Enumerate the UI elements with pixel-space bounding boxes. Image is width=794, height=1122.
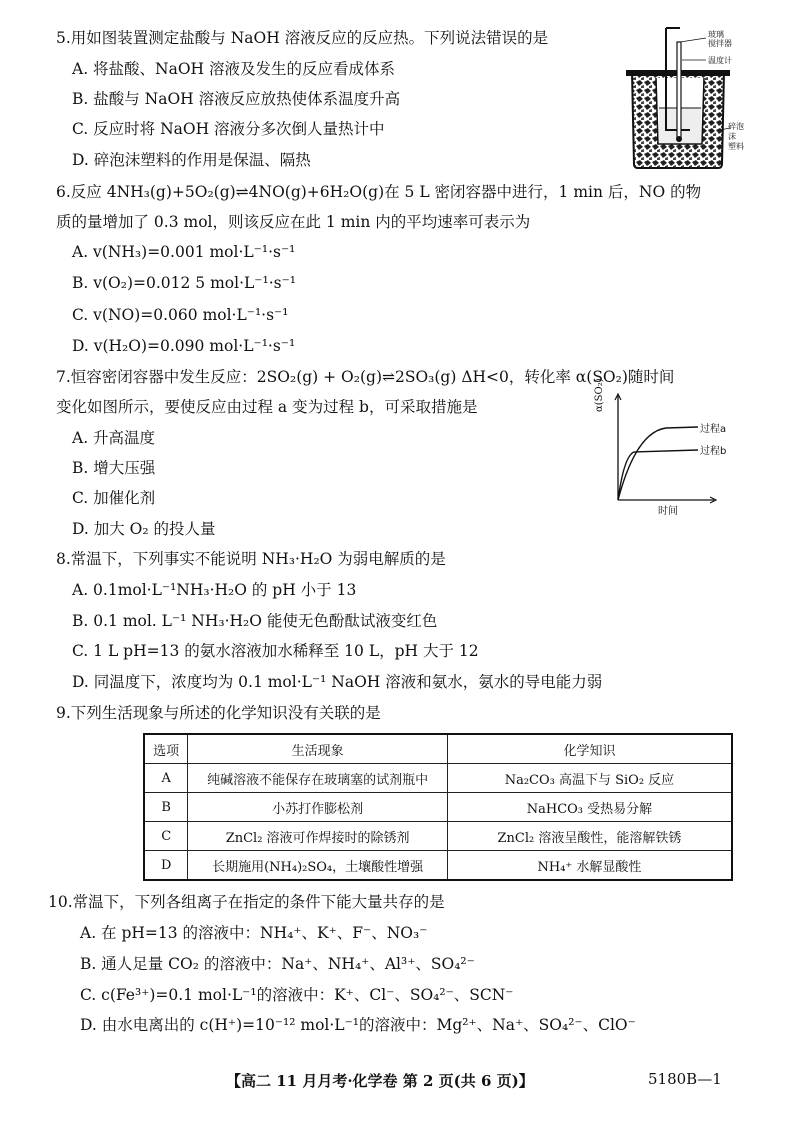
footer-title: 【高二 11 月月考·化学卷 第 2 页(共 6 页)】 (226, 1072, 534, 1090)
q6-stem-line1: 6.反应 4NH₃(g)+5O₂(g)⇌4NO(g)+6H₂O(g)在 5 L 密闭容器中进行，1 min 后，NO 的物 (56, 183, 702, 201)
q5-option-c: C. 反应时将 NaOH 溶液分多次倒人量热计中 (72, 120, 385, 138)
table-cell: B (144, 793, 188, 822)
table-cell: ZnCl₂ 溶液可作焊接时的除锈剂 (188, 822, 448, 851)
table-header-cell: 生活现象 (188, 734, 448, 764)
q10-stem: 10.常温下，下列各组离子在指定的条件下能大量共存的是 (48, 893, 445, 911)
table-cell: D (144, 851, 188, 881)
label-foam-2: 塑料 (728, 142, 744, 151)
q10-option-c: C. c(Fe³⁺)=0.1 mol·L⁻¹的溶液中：K⁺、Cl⁻、SO₄²⁻、SCN⁻ (80, 986, 514, 1004)
q6-option-a: A. v(NH₃)=0.001 mol·L⁻¹·s⁻¹ (72, 243, 296, 261)
table-cell: 纯碱溶液不能保存在玻璃塞的试剂瓶中 (188, 764, 448, 793)
table-cell: A (144, 764, 188, 793)
q7-option-c: C. 加催化剂 (72, 489, 156, 507)
table-cell: ZnCl₂ 溶液呈酸性，能溶解铁锈 (447, 822, 732, 851)
q5-stem: 5.用如图装置测定盐酸与 NaOH 溶液反应的反应热。下列说法错误的是 (56, 29, 549, 47)
graph-ylabel: α(SO₂) (594, 378, 605, 412)
footer-code: 5180B—1 (648, 1070, 722, 1088)
q10-option-d: D. 由水电离出的 c(H⁺)=10⁻¹² mol·L⁻¹的溶液中：Mg²⁺、Na⁺、SO₄²⁻、ClO⁻ (80, 1016, 636, 1034)
q5-option-d: D. 碎泡沫塑料的作用是保温、隔热 (72, 151, 311, 169)
q9-stem: 9.下列生活现象与所述的化学知识没有关联的是 (56, 704, 381, 722)
q5-option-b: B. 盐酸与 NaOH 溶液反应放热使体系温度升高 (72, 90, 401, 108)
q8-option-c: C. 1 L pH=13 的氨水溶液加水稀释至 10 L，pH 大于 12 (72, 642, 479, 660)
q8-stem: 8.常温下，下列事实不能说明 NH₃·H₂O 为弱电解质的是 (56, 550, 446, 568)
curve-a-label: 过程a (700, 424, 727, 435)
q7-stem-line1: 7.恒容密闭容器中发生反应：2SO₂(g) + O₂(g)⇌2SO₃(g) ΔH<0，转化率 α(SO₂)随时间 (56, 368, 675, 386)
label-stirrer-2: 搅拌器 (708, 39, 732, 48)
q10-option-a: A. 在 pH=13 的溶液中：NH₄⁺、K⁺、F⁻、NO₃⁻ (80, 924, 428, 942)
q10-option-b: B. 通人足量 CO₂ 的溶液中：Na⁺、NH₄⁺、Al³⁺、SO₄²⁻ (80, 955, 475, 973)
table-cell: 长期施用(NH₄)₂SO₄，土壤酸性增强 (188, 851, 448, 881)
q7-option-a: A. 升高温度 (72, 429, 156, 447)
table-cell: 小苏打作膨松剂 (188, 793, 448, 822)
label-foam-1: 碎泡沫 (728, 122, 744, 141)
table-header-row (144, 734, 732, 764)
q9-table (143, 733, 733, 881)
graph-xlabel: 时间 (658, 506, 678, 517)
calorimeter-figure (620, 24, 746, 174)
q7-option-b: B. 增大压强 (72, 459, 156, 477)
q6-option-c: C. v(NO)=0.060 mol·L⁻¹·s⁻¹ (72, 306, 289, 324)
label-thermometer: 温度计 (708, 56, 732, 65)
table-cell: NaHCO₃ 受热易分解 (447, 793, 732, 822)
q6-stem-line2: 质的量增加了 0.3 mol，则该反应在此 1 min 内的平均速率可表示为 (56, 213, 531, 231)
label-stirrer-1: 玻璃 (708, 30, 724, 39)
table-header-cell: 选项 (144, 734, 188, 764)
q8-option-d: D. 同温度下，浓度均为 0.1 mol·L⁻¹ NaOH 溶液和氨水，氨水的导电能力弱 (72, 673, 603, 691)
table-header-cell: 化学知识 (447, 734, 732, 764)
conversion-graph (594, 378, 736, 518)
table-cell: C (144, 822, 188, 851)
table-row (144, 822, 732, 851)
q7-option-d: D. 加大 O₂ 的投人量 (72, 520, 216, 538)
q6-option-d: D. v(H₂O)=0.090 mol·L⁻¹·s⁻¹ (72, 337, 296, 355)
q5-option-a: A. 将盐酸、NaOH 溶液及发生的反应看成体系 (72, 60, 396, 78)
curve-b (618, 450, 698, 500)
q8-option-b: B. 0.1 mol. L⁻¹ NH₃·H₂O 能使无色酚酞试液变红色 (72, 612, 438, 630)
q8-option-a: A. 0.1mol·L⁻¹NH₃·H₂O 的 pH 小于 13 (72, 581, 357, 599)
table-row (144, 764, 732, 793)
q7-stem-line2: 变化如图所示，要使反应由过程 a 变为过程 b，可采取措施是 (56, 398, 478, 416)
table-cell: Na₂CO₃ 高温下与 SiO₂ 反应 (447, 764, 732, 793)
table-cell: NH₄⁺ 水解显酸性 (447, 851, 732, 881)
curve-a (618, 427, 698, 500)
table-row (144, 793, 732, 822)
curve-b-label: 过程b (700, 446, 727, 457)
q6-option-b: B. v(O₂)=0.012 5 mol·L⁻¹·s⁻¹ (72, 274, 296, 292)
table-row (144, 851, 732, 881)
